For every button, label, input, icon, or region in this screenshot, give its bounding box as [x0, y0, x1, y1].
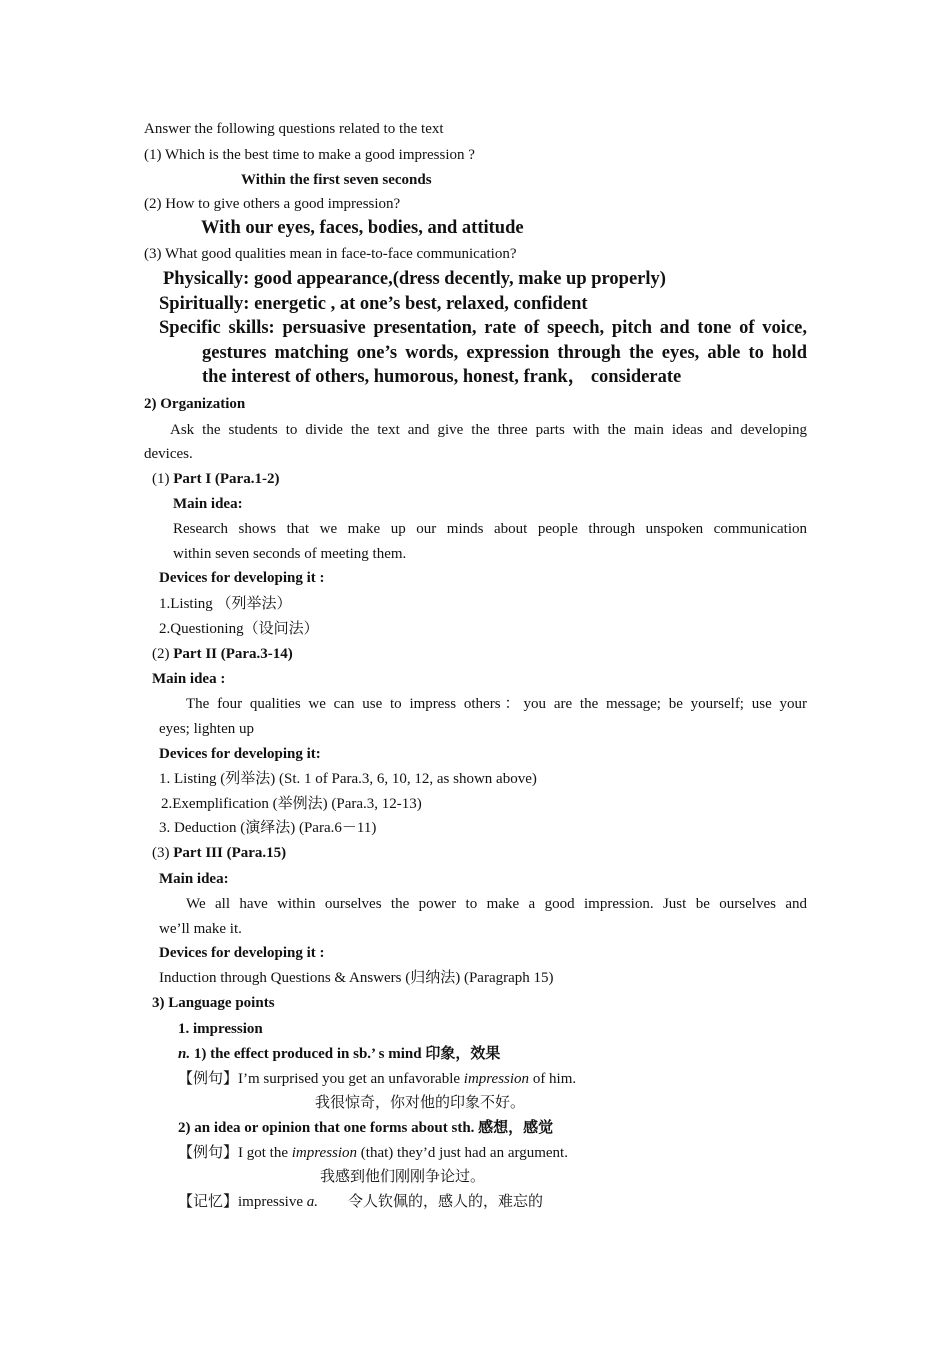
question-3: (3) What good qualities mean in face-to-face communication?: [144, 246, 517, 262]
example-2-text-a: I got the: [238, 1145, 292, 1161]
part-3-idea-line-2: we’ll make it.: [159, 921, 242, 937]
part-1-title: Part I (Para.1-2): [173, 471, 280, 487]
section-language-points-heading: 3) Language points: [152, 995, 275, 1011]
example-2-keyword: impression: [291, 1145, 358, 1161]
part-of-speech: n.: [178, 1046, 191, 1062]
part-2-idea-line-1: The four qualities we can use to impress others：you are the message; be yourself; use your: [186, 696, 807, 712]
part-3-heading: [152, 843, 286, 863]
devices-3-label: Devices for developing it :: [159, 945, 325, 961]
part-1-heading: [152, 469, 279, 489]
definition-1-text: 1) the effect produced in sb.’ s mind 印象，效果: [190, 1046, 501, 1062]
memory-note: [178, 1192, 543, 1212]
answer-3-spiritually: Spiritually: energetic , at one’s best, relaxed, confident: [159, 294, 588, 314]
part-3-title: Part III (Para.15): [173, 845, 287, 861]
example-1-text-b: of him.: [529, 1071, 577, 1087]
section-organization-heading: 2) Organization: [144, 396, 246, 412]
answer-1: Within the first seven seconds: [241, 172, 432, 188]
example-tag: 【例句】: [178, 1145, 239, 1161]
example-1-keyword: impression: [463, 1071, 530, 1087]
definition-2: 2) an idea or opinion that one forms about sth. 感想，感觉: [178, 1120, 554, 1136]
intro-line: Answer the following questions related to the text: [144, 121, 444, 137]
part-2-device-1: 1. Listing (列举法) (St. 1 of Para.3, 6, 10, 12, as shown above): [159, 771, 537, 787]
answer-3-skills-line-3: the interest of others, humorous, honest, frank， considerate: [202, 367, 682, 387]
part-1-idea-line-1: Research shows that we make up our minds about people through unspoken communication: [173, 521, 807, 537]
language-point-word: 1. impression: [178, 1021, 263, 1037]
part-1-number: (1): [152, 471, 174, 487]
part-1-idea-line-2: within seven seconds of meeting them.: [173, 546, 407, 562]
definition-1: [178, 1044, 500, 1064]
answer-3-skills-line-1: Specific skills: persuasive presentation, rate of speech, pitch and tone of voice,: [159, 318, 807, 338]
answer-3-skills-line-2: gestures matching one’s words, expression through the eyes, able to hold: [202, 343, 807, 363]
part-2-title: Part II (Para.3-14): [173, 646, 293, 662]
answer-3-physically: Physically: good appearance,(dress decently, make up properly): [163, 269, 666, 289]
organization-text-line-2: devices.: [144, 446, 193, 462]
main-idea-1-label: Main idea:: [173, 496, 243, 512]
main-idea-2-label: Main idea :: [152, 671, 226, 687]
example-2-translation: 我感到他们刚刚争论过。: [320, 1169, 486, 1185]
memory-word: impressive: [238, 1194, 307, 1210]
part-3-idea-line-1: We all have within ourselves the power to make a good impression. Just be ourselves and: [186, 896, 807, 912]
example-tag: 【例句】: [178, 1071, 239, 1087]
part-3-number: (3): [152, 845, 174, 861]
part-2-number: (2): [152, 646, 174, 662]
memory-meaning: 令人钦佩的，感人的，难忘的: [318, 1194, 544, 1210]
organization-text-line-1: Ask the students to divide the text and give the three parts with the main ideas and developing: [170, 422, 807, 438]
question-2: (2) How to give others a good impression?: [144, 196, 401, 212]
part-2-idea-line-2: eyes; lighten up: [159, 721, 254, 737]
part-1-device-2: 2.Questioning（设问法）: [159, 621, 319, 637]
part-1-device-1: 1.Listing （列举法）: [159, 596, 292, 612]
part-2-device-2: 2.Exemplification (举例法) (Para.3, 12-13): [161, 796, 422, 812]
main-idea-3-label: Main idea:: [159, 871, 229, 887]
example-1-translation: 我很惊奇，你对他的印象不好。: [315, 1095, 526, 1111]
question-1: (1) Which is the best time to make a good impression ?: [144, 147, 475, 163]
example-1-text-a: I’m surprised you get an unfavorable: [238, 1071, 464, 1087]
devices-1-label: Devices for developing it :: [159, 570, 325, 586]
memory-tag: 【记忆】: [178, 1194, 239, 1210]
answer-2: With our eyes, faces, bodies, and attitude: [201, 218, 524, 238]
part-2-heading: [152, 644, 293, 664]
memory-part-of-speech: a.: [306, 1194, 319, 1210]
devices-2-label: Devices for developing it:: [159, 746, 321, 762]
example-2: [178, 1143, 568, 1163]
part-3-device-1: Induction through Questions & Answers (归纳法) (Paragraph 15): [159, 970, 554, 986]
part-2-device-3: 3. Deduction (演绎法) (Para.6－11): [159, 820, 377, 836]
example-2-text-b: (that) they’d just had an argument.: [357, 1145, 568, 1161]
example-1: [178, 1069, 576, 1089]
